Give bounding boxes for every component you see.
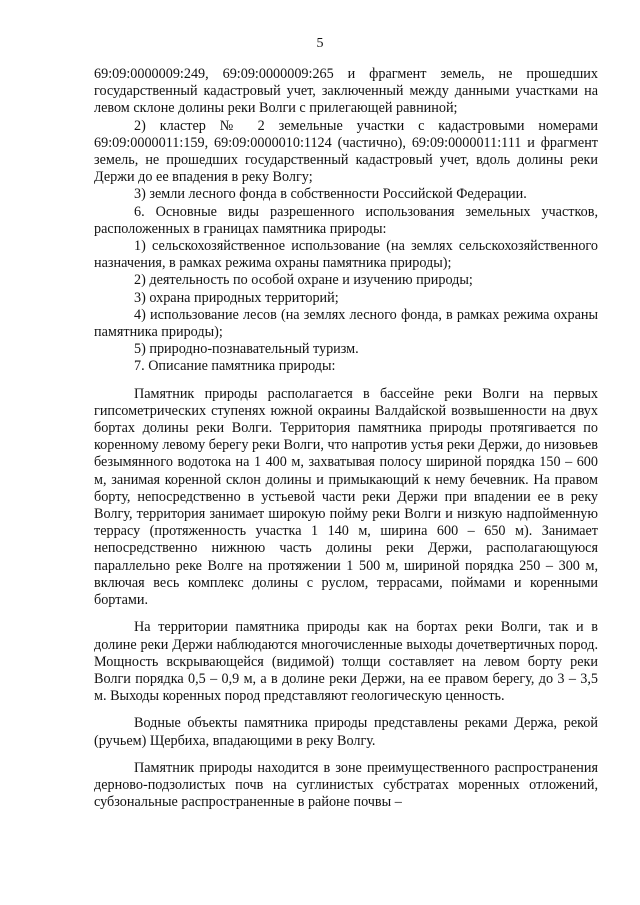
page-number: 5 xyxy=(316,36,324,51)
section-heading-permitted-use: 6. Основные виды разрешенного использования земельных участков, расположенных в границах памятника природы: xyxy=(94,203,598,237)
list-item-tourism: 5) природно-познавательный туризм. xyxy=(134,341,359,358)
paragraph-cadastral-list: 69:09:0000009:249, 69:09:0000009:265 и фрагмент земель, не прошедших государственный кадастровый учет, заключенный между данными участками на левом склоне долины реки Волги с прилегающей равниной; xyxy=(94,66,598,117)
document-body xyxy=(94,66,598,811)
list-item-nature-protection: 2) деятельность по особой охране и изучению природы; xyxy=(134,272,473,289)
paragraph-location-description: Памятник природы располагается в бассейне реки Волги на первых гипсометрических ступенях южной окраины Валдайской возвышенности на двух бортах долины реки Волги. Территория памятника природы протягивается по коренному левому берегу реки Волги, что напротив устья реки Держи, до низовьев безымянного водотока на 1 400 м, захватывая полосу шириной порядка 150 – 600 м, занимая коренной склон долины и примыкающий к нему бечевник. На правом борту, непосредственно в устьевой части реки Держи при впадении ее в реку Волгу, территория занимает широкую пойму реки Волги и низкую надпойменную террасу (протяженность участка 1 140 м, ширина 600 – 650 м). Занимает непосредственно нижнюю часть долины реки Держи, располагающуюся параллельно реке Волге на протяжении 1 500 м, шириной порядка 250 – 300 м, включая весь комплекс долины с руслом, террасами, поймами и коренными бортами. xyxy=(94,385,598,609)
paragraph-cluster-2: 2) кластер № 2 земельные участки с кадастровыми номерами 69:09:0000011:159, 69:09:0000010:1124 (частично), 69:09:0000011:111 и фрагмент земель, не прошедших государственный кадастровый учет, вдоль долины реки Держи до ее впадения в реку Волгу; xyxy=(94,117,598,186)
paragraph-water-bodies: Водные объекты памятника природы представлены реками Держа, рекой (ручьем) Щербиха, впадающими в реку Волгу. xyxy=(94,715,598,749)
list-item-agricultural-use: 1) сельскохозяйственное использование (на землях сельскохозяйственного назначения, в рамках режима охраны памятника природы); xyxy=(94,238,598,272)
paragraph-geology: На территории памятника природы как на бортах реки Волги, так и в долине реки Держи наблюдаются многочисленные выходы дочетвертичных пород. Мощность вскрывающейся (видимой) толщи составляет на левом борту реки Волги порядка 0,5 – 0,9 м, а в долине реки Держи, на ее правом берегу, до 3 – 3,5 м. Выходы коренных пород представляют геологическую ценность. xyxy=(94,619,598,705)
paragraph-soils: Памятник природы находится в зоне преимущественного распространения дерново-подзолистых почв на суглинистых субстратах моренных отложений, субзональные распространенные в районе почвы – xyxy=(94,759,598,811)
paragraph-forest-lands: 3) земли лесного фонда в собственности Российской Федерации. xyxy=(134,186,527,203)
list-item-territory-protection: 3) охрана природных территорий; xyxy=(134,289,339,306)
section-heading-description: 7. Описание памятника природы: xyxy=(134,358,336,375)
list-item-forest-use: 4) использование лесов (на землях лесного фонда, в рамках режима охраны памятника природы); xyxy=(94,306,598,341)
